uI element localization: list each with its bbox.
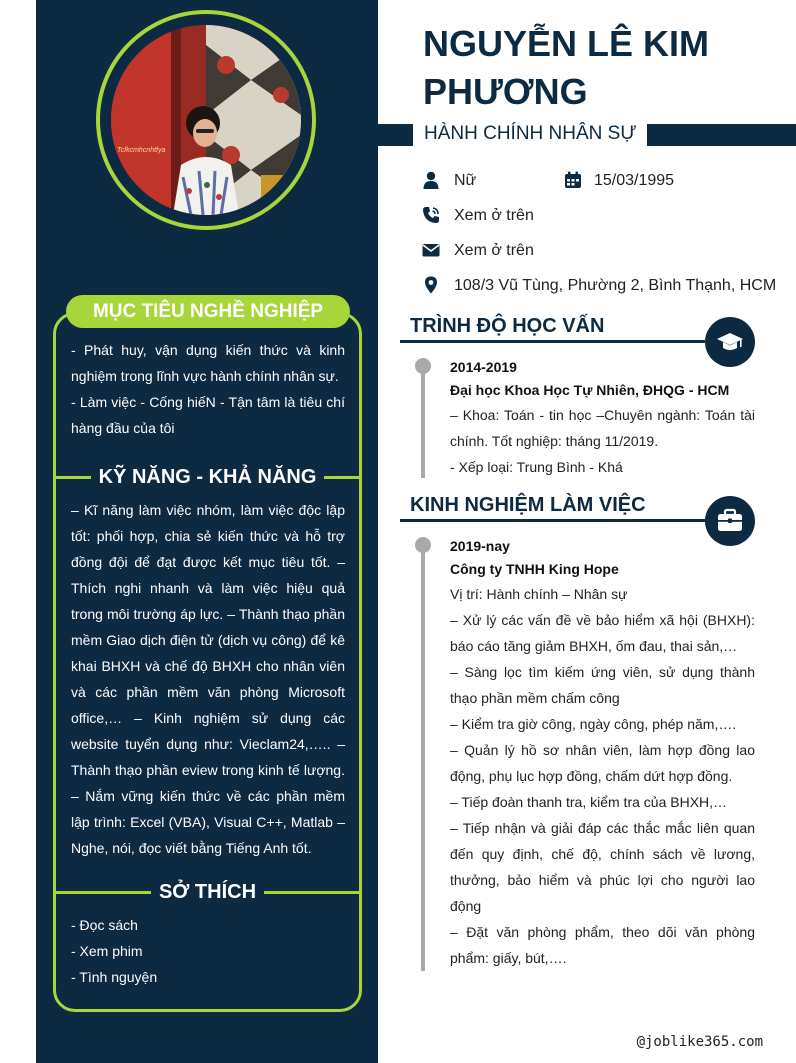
objective-text [71, 337, 345, 441]
candidate-name [423, 20, 783, 116]
experience-duty: – Tiếp đoàn thanh tra, kiểm tra của BHXH,… [450, 794, 728, 810]
education-heading: TRÌNH ĐỘ HỌC VẤN [410, 315, 605, 337]
hobbies-title: SỞ THÍCH [151, 881, 264, 903]
experience-heading: KINH NGHIỆM LÀM VIỆC [410, 494, 646, 516]
experience-timeline-dot [415, 537, 431, 553]
experience-duty: – Sàng lọc tìm kiếm ứng viên, sử dụng thành thạo phần mềm chấm công [450, 664, 755, 706]
education-timeline-dot [415, 358, 431, 374]
mail-icon [422, 241, 440, 259]
experience-details [450, 581, 755, 971]
phone-value: Xem ở trên [454, 207, 534, 224]
hobby-item: - Xem phim [71, 943, 143, 959]
education-divider [400, 340, 730, 343]
email-value: Xem ở trên [454, 242, 534, 259]
name-line-2: PHƯƠNG [423, 71, 588, 112]
experience-company: Công ty TNHH King Hope [450, 561, 619, 577]
user-icon [422, 171, 440, 189]
hobbies-heading [56, 877, 359, 907]
skills-title: KỸ NĂNG - KHẢ NĂNG [91, 466, 325, 488]
objective-heading: MỤC TIÊU NGHỀ NGHIỆP [66, 295, 350, 328]
experience-timeline [421, 543, 425, 971]
experience-duty: – Quản lý hồ sơ nhân viên, làm hợp đồng lao động, phụ lục hợp đồng, chấm dứt hợp đồng. [450, 742, 755, 784]
experience-badge [705, 496, 755, 546]
name-line-1: NGUYỄN LÊ KIM [423, 23, 710, 64]
avatar [111, 25, 301, 215]
education-detail-2: - Xếp loại: Trung Bình - Khá [450, 459, 623, 475]
watermark: @joblike365.com [636, 1034, 763, 1050]
objective-line-2: - Làm việc - Cống hiếN - Tận tâm là tiêu chí hàng đầu của tôi [71, 394, 345, 436]
experience-period: 2019-nay [450, 538, 510, 554]
experience-duty: – Đặt văn phòng phẩm, theo dõi văn phòng phẩm: giấy, bút,…. [450, 924, 755, 966]
experience-duty: – Tiếp nhận và giải đáp các thắc mắc liên quan đến quy định, chế độ, chính sách về lương, thưởng, bảo hiểm và phúc lợi cho người lao động [450, 820, 755, 914]
education-period: 2014-2019 [450, 359, 517, 375]
experience-role: Vị trí: Hành chính – Nhân sự [450, 586, 628, 602]
hobby-item: - Tình nguyện [71, 969, 158, 985]
experience-divider [400, 519, 730, 522]
gender-value: Nữ [454, 172, 477, 189]
address-value: 108/3 Vũ Tùng, Phường 2, Bình Thạnh, HCM [454, 277, 777, 294]
education-badge [705, 317, 755, 367]
education-timeline [421, 364, 425, 478]
objective-line-1: - Phát huy, vận dụng kiến thức và kinh nghiệm trong lĩnh vực hành chính nhân sự. [71, 342, 345, 384]
hobby-item: - Đọc sách [71, 917, 138, 933]
education-school: Đại học Khoa Học Tự Nhiên, ĐHQG - HCM [450, 382, 730, 398]
graduation-cap-icon [716, 328, 744, 356]
calendar-icon [564, 171, 582, 189]
education-detail-1: – Khoa: Toán - tin học –Chuyên ngành: Toán tài chính. Tốt nghiệp: tháng 11/2019. [450, 407, 755, 449]
avatar-photo [111, 25, 301, 215]
experience-duty: – Xử lý các vấn đề về bảo hiểm xã hội (BHXH): báo cáo tăng giảm BHXH, ốm đau, thai sản,… [450, 612, 755, 654]
birthday-value: 15/03/1995 [594, 172, 675, 189]
skills-heading [56, 462, 359, 492]
experience-duty: – Kiểm tra giờ công, ngày công, phép năm,…. [450, 716, 737, 732]
phone-icon [422, 206, 440, 224]
briefcase-icon [716, 507, 744, 535]
position-title: HÀNH CHÍNH NHÂN SỰ [424, 123, 637, 144]
photo-caption: Tcfkcmhcnhtfya [117, 147, 166, 154]
skills-text: – Kĩ năng làm việc nhóm, làm việc độc lập tốt: phối hợp, chia sẻ kiến thức và hỗ trợ đồng đội để đạt được kết mục tiêu tốt. – Thích nghi nhanh và làm việc hiệu quả trong môi trường áp lực. – Thành thạo phần mềm Giao dịch điện tử (dịch vụ công) để kê khai BHXH và chế độ BHXH cho nhân viên và các phần mềm văn phòng Microsoft office,… – Kinh nghiệm sử dụng các website tuyển dụng như: Vieclam24,….. – Thành thạo phần eview trong kinh tế lượng. – Nắm vững kiến thức về các phần mềm lập trình: Excel (VBA), Visual C++, Matlab – Nghe, nói, đọc viết bằng Tiếng Anh tốt. [71, 502, 345, 856]
map-pin-icon [422, 276, 440, 294]
education-details [450, 402, 755, 480]
hobbies-list [71, 912, 345, 990]
